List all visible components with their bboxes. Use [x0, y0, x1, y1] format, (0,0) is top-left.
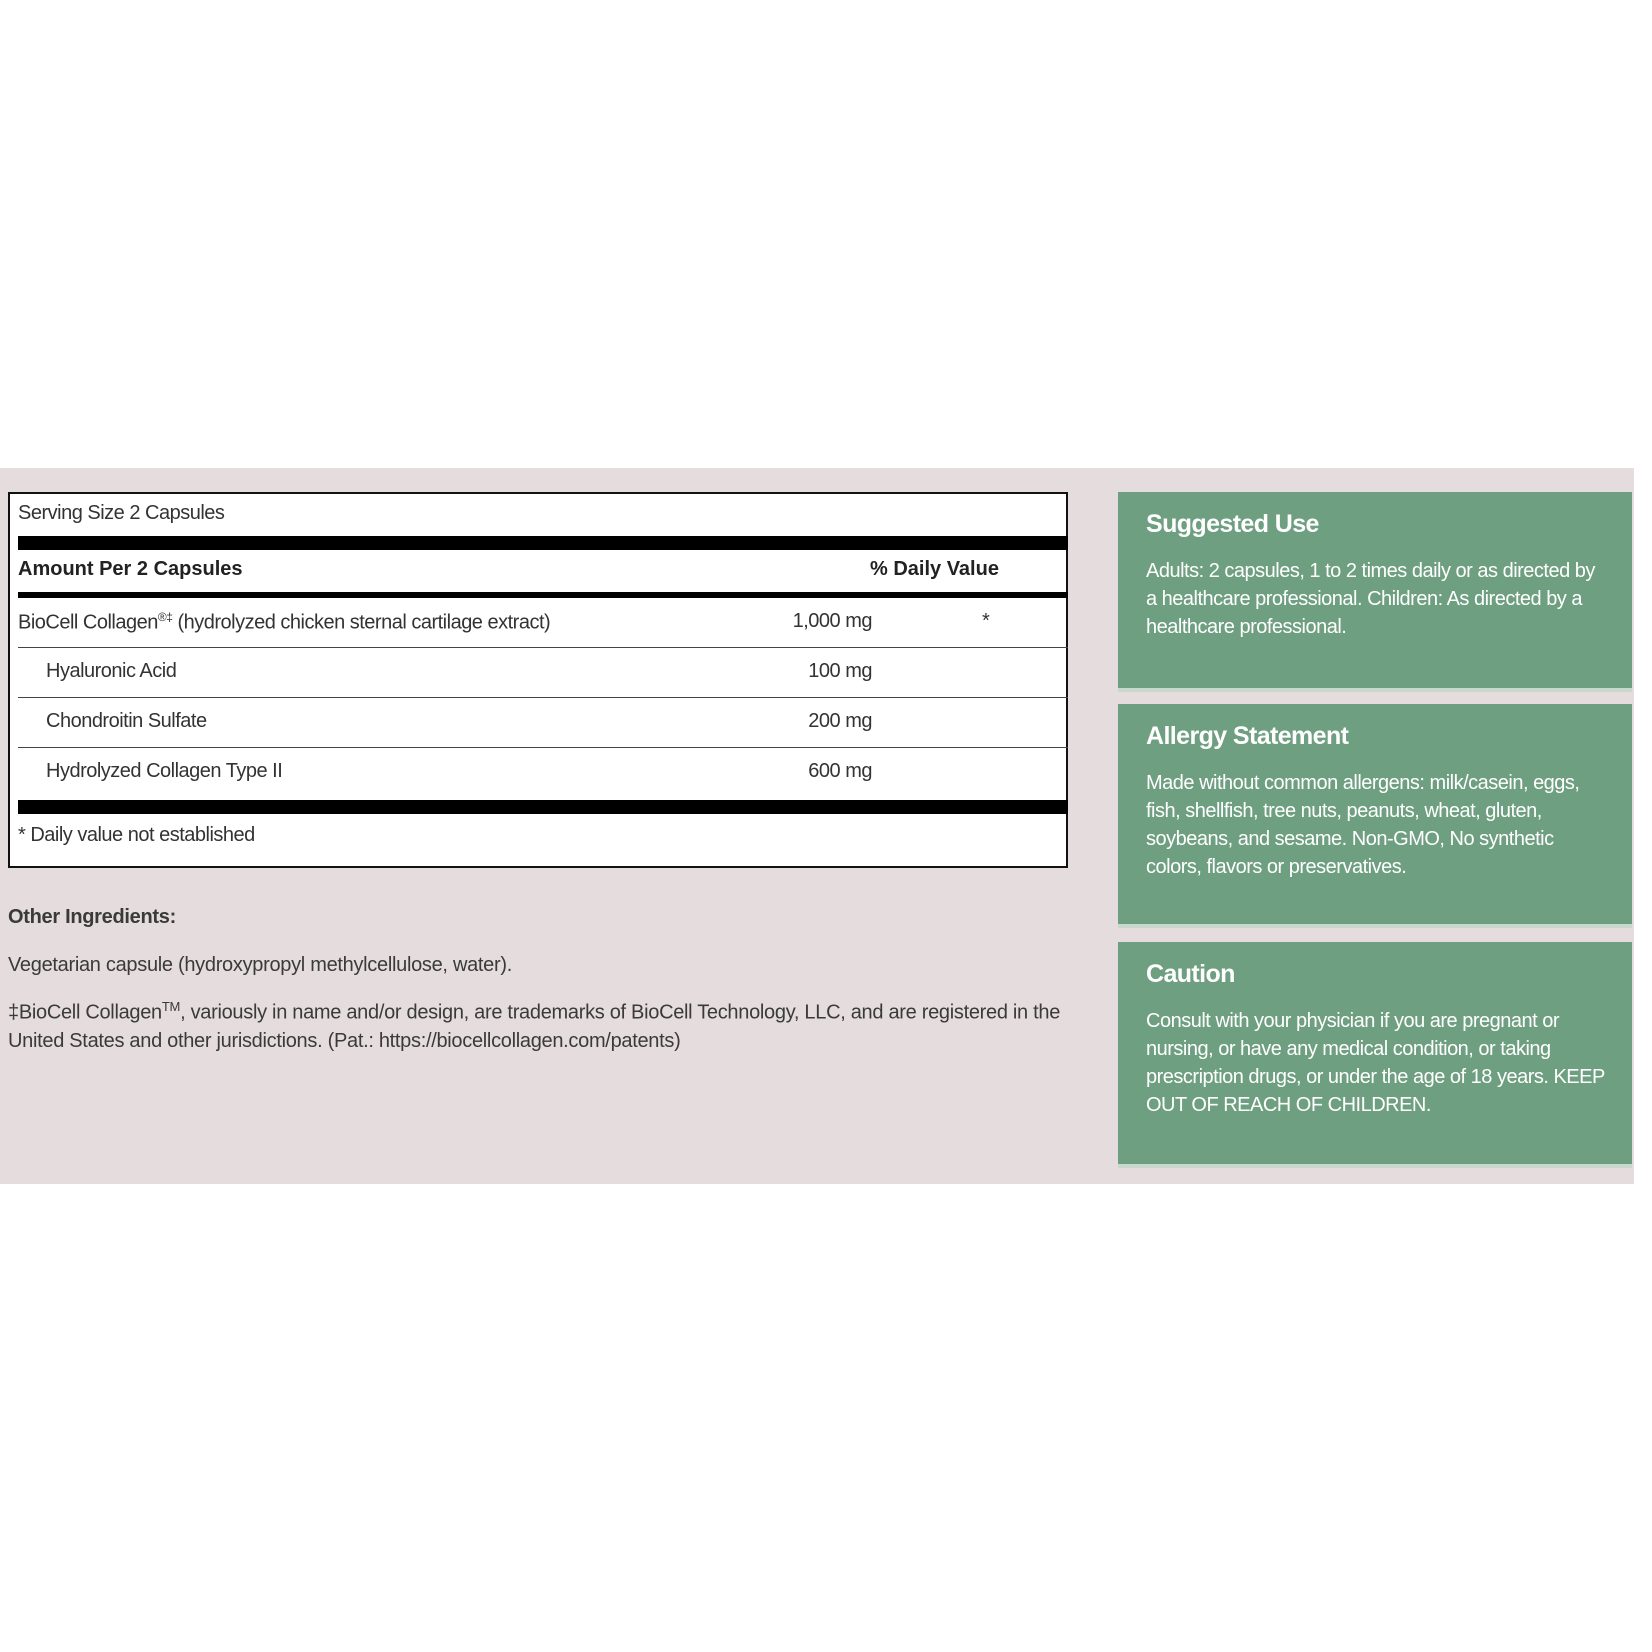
caution-card — [1118, 942, 1632, 1168]
caution-title: Caution — [1146, 960, 1235, 988]
allergy-statement-title: Allergy Statement — [1146, 722, 1349, 750]
caution-text: Consult with your physician if you are pregnant or nursing, or have any medical condition, or taking prescription drugs, or under the age of 18 years. KEEP OUT OF REACH OF CHILDREN. — [1146, 1010, 1605, 1116]
ingredient-amount: 600 mg — [808, 760, 872, 782]
ingredient-amount: 1,000 mg — [792, 610, 872, 632]
allergy-statement-card — [1118, 704, 1632, 928]
ingredient-name: Chondroitin Sulfate — [46, 710, 207, 732]
ingredient-name: Hyaluronic Acid — [46, 660, 177, 682]
allergy-statement-text: Made without common allergens: milk/casein, eggs, fish, shellfish, tree nuts, peanuts, wheat, gluten, soybeans, and sesame. Non-GMO, No synthetic colors, flavors or preservatives. — [1146, 772, 1580, 878]
facts-row-collagen-type-ii — [18, 748, 1068, 798]
thick-divider — [18, 536, 1068, 550]
amount-header: Amount Per 2 Capsules — [18, 558, 243, 580]
suggested-use-text: Adults: 2 capsules, 1 to 2 times daily or as directed by a healthcare professional. Children: As directed by a healthcare professional. — [1146, 560, 1595, 638]
daily-value-header: % Daily Value — [870, 558, 999, 580]
product-info-panel — [0, 468, 1634, 1184]
ingredient-name: Hydrolyzed Collagen Type II — [46, 760, 283, 782]
other-ingredients-text: Vegetarian capsule (hydroxypropyl methylcellulose, water). — [8, 954, 512, 976]
suggested-use-title: Suggested Use — [1146, 510, 1319, 538]
serving-size: Serving Size 2 Capsules — [18, 502, 225, 524]
facts-row-chondroitin — [18, 698, 1068, 748]
other-ingredients-title: Other Ingredients: — [8, 906, 176, 928]
suggested-use-card — [1118, 492, 1632, 692]
ingredient-amount: 200 mg — [808, 710, 872, 732]
thick-divider-bottom — [18, 800, 1068, 814]
trademark-notice: ‡BioCell Collagen™, variously in name and/or design, are trademarks of BioCell Technology, LLC, and are registered in the United States and other jurisdictions. (Pat.: https://biocellcollagen.com/patents) — [8, 999, 1061, 1052]
supplement-facts-box — [8, 492, 1068, 868]
ingredient-amount: 100 mg — [808, 660, 872, 682]
other-ingredients-section — [8, 906, 1068, 1069]
ingredient-name: BioCell Collagen®‡ (hydrolyzed chicken sternal cartilage extract) — [18, 610, 551, 634]
daily-value-footnote: * Daily value not established — [18, 824, 255, 846]
facts-row-biocell — [18, 598, 1068, 648]
ingredient-dv: * — [982, 610, 990, 632]
facts-row-hyaluronic — [18, 648, 1068, 698]
